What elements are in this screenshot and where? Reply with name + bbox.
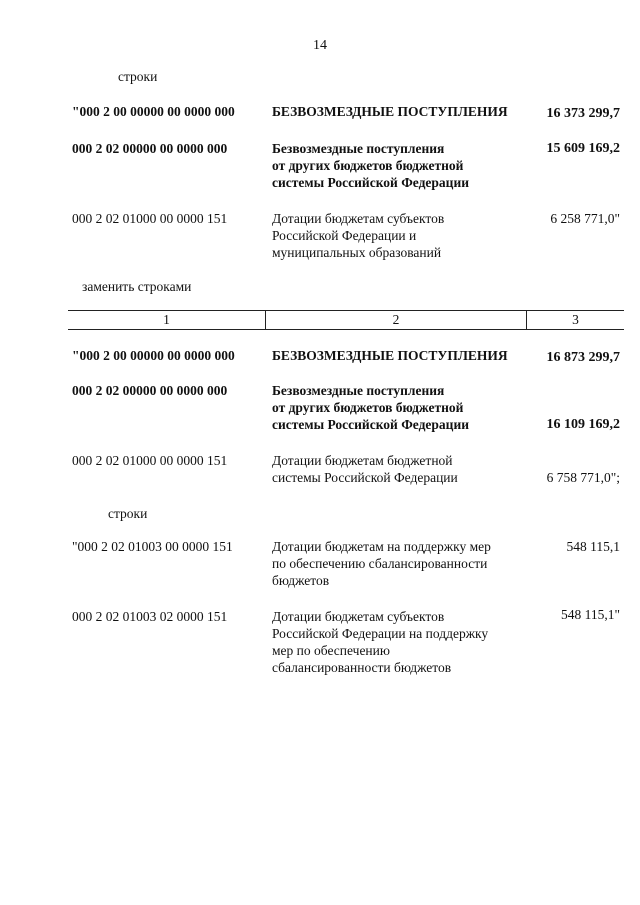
row-description: Дотации бюджетам бюджетной системы Российской Федерации [272, 453, 458, 485]
table-header-col-1: 1 [163, 312, 170, 327]
row-value: 15 609 169,2 [546, 141, 620, 156]
row-value: 6 758 771,0"; [546, 470, 620, 485]
table-header-bottom-rule [68, 329, 624, 330]
table-header-col-3: 3 [572, 312, 579, 327]
label-stroki-first: строки [118, 69, 158, 84]
row-code: 000 2 02 00000 00 0000 000 [72, 383, 228, 398]
row-value: 16 373 299,7 [546, 106, 620, 121]
row-description: Безвозмездные поступления от других бюджетов бюджетной системы Российской Федерации [272, 383, 470, 432]
table-header-col-2: 2 [392, 312, 400, 327]
row-description: Безвозмездные поступления от других бюджетов бюджетной системы Российской Федерации [272, 141, 470, 190]
row-code: "000 2 02 01003 00 0000 151 [72, 539, 233, 554]
label-replace-with-rows: заменить строками [82, 279, 192, 294]
row-value: 548 115,1" [560, 607, 620, 622]
row-value: 6 258 771,0" [550, 211, 620, 226]
row-description: Дотации бюджетам субъектов Российской Федерации и муниципальных образований [272, 211, 445, 260]
row-code: "000 2 00 00000 00 0000 000 [72, 104, 235, 119]
row-description: Дотации бюджетам на поддержку мер по обеспечению сбалансированности бюджетов [272, 539, 491, 588]
row-code: 000 2 02 01003 02 0000 151 [72, 609, 228, 624]
label-stroki-second: строки [108, 506, 148, 521]
row-value: 548 115,1 [566, 539, 620, 554]
row-value: 16 109 169,2 [546, 417, 620, 432]
table-header-top-rule [68, 310, 624, 311]
row-description: Дотации бюджетам субъектов Российской Федерации на поддержку мер по обеспечению сбалансированности бюджетов [272, 609, 489, 675]
row-code: 000 2 02 01000 00 0000 151 [72, 211, 228, 226]
row-code: 000 2 02 00000 00 0000 000 [72, 141, 228, 156]
row-description: БЕЗВОЗМЕЗДНЫЕ ПОСТУПЛЕНИЯ [272, 348, 508, 363]
row-code: 000 2 02 01000 00 0000 151 [72, 453, 228, 468]
row-description: БЕЗВОЗМЕЗДНЫЕ ПОСТУПЛЕНИЯ [272, 104, 508, 119]
page-number: 14 [313, 38, 327, 53]
row-value: 16 873 299,7 [546, 350, 620, 365]
row-code: "000 2 00 00000 00 0000 000 [72, 348, 235, 363]
